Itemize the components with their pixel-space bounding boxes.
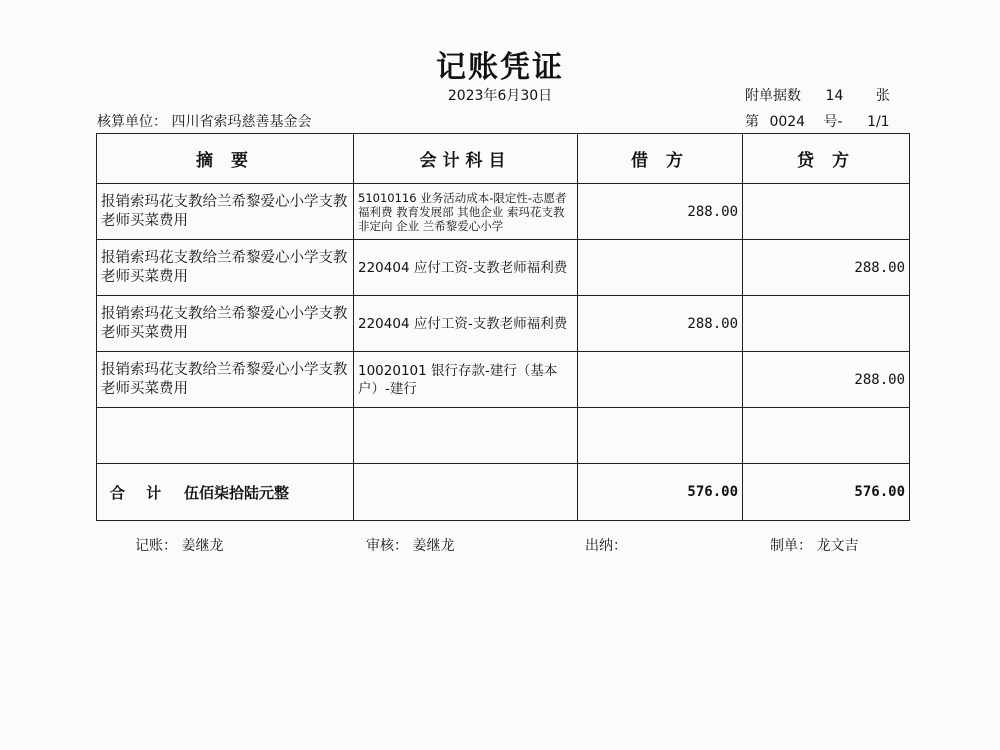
- preparer: 制单： 龙文吉: [770, 538, 859, 554]
- cashier: 出纳：: [585, 538, 627, 554]
- header-debit: 借 方: [578, 134, 743, 184]
- row-debit: 288.00: [578, 296, 743, 352]
- accounting-unit: [97, 111, 311, 131]
- row-credit: 288.00: [743, 352, 910, 408]
- blank-cell: [578, 408, 743, 464]
- row-debit: 288.00: [578, 184, 743, 240]
- blank-cell: [354, 408, 578, 464]
- voucher-table: [96, 133, 910, 521]
- blank-row: [97, 408, 910, 464]
- table-row: [97, 352, 910, 408]
- total-account-cell: [354, 464, 578, 521]
- unit-label: 核算单位：: [97, 114, 167, 130]
- row-account: 10020101 银行存款-建行（基本户）-建行: [354, 352, 578, 408]
- table-row: [97, 296, 910, 352]
- row-summary: 报销索玛花支教给兰希黎爱心小学支教老师买菜费用: [97, 352, 354, 408]
- header-summary: 摘 要: [97, 134, 354, 184]
- blank-cell: [743, 408, 910, 464]
- attachments-count: [745, 85, 890, 105]
- total-amount-words: 伍佰柒拾陆元整: [184, 483, 290, 502]
- row-summary: 报销索玛花支教给兰希黎爱心小学支教老师买菜费用: [97, 184, 354, 240]
- attachments-unit: 张: [875, 88, 890, 104]
- attachments-label: 附单据数: [745, 88, 801, 104]
- table-row: [97, 240, 910, 296]
- table-row: [97, 184, 910, 240]
- row-debit: [578, 240, 743, 296]
- voucher-page: 1/1: [867, 114, 890, 130]
- voucher-number-value: 0024: [769, 114, 806, 130]
- total-label: 合 计: [109, 483, 170, 502]
- voucher-number-suffix: 号-: [823, 114, 843, 130]
- row-credit: [743, 296, 910, 352]
- header-account: 会计科目: [354, 134, 578, 184]
- row-account: 51010116 业务活动成本-限定性-志愿者福利费 教育发展部 其他企业 索玛花支教 非定向 企业 兰希黎爱心小学: [354, 184, 578, 240]
- unit-name: 四川省索玛慈善基金会: [171, 114, 312, 130]
- total-row: [97, 464, 910, 521]
- blank-cell: [97, 408, 354, 464]
- header-credit: 贷 方: [743, 134, 910, 184]
- bookkeeper: 记账： 姜继龙: [135, 538, 224, 554]
- row-account: 220404 应付工资-支教老师福利费: [354, 240, 578, 296]
- voucher-number-prefix: 第: [745, 114, 759, 130]
- voucher-number: [745, 111, 890, 131]
- header-row: [97, 134, 910, 184]
- total-credit: 576.00: [743, 464, 910, 521]
- total-debit: 576.00: [578, 464, 743, 521]
- row-summary: 报销索玛花支教给兰希黎爱心小学支教老师买菜费用: [97, 296, 354, 352]
- attachments-number: 14: [825, 88, 844, 104]
- row-summary: 报销索玛花支教给兰希黎爱心小学支教老师买菜费用: [97, 240, 354, 296]
- total-cell: [97, 464, 354, 521]
- row-credit: 288.00: [743, 240, 910, 296]
- voucher-date: 2023年6月30日: [447, 88, 553, 104]
- row-credit: [743, 184, 910, 240]
- row-debit: [578, 352, 743, 408]
- voucher-title: 记账凭证: [436, 50, 564, 85]
- row-account: 220404 应付工资-支教老师福利费: [354, 296, 578, 352]
- reviewer: 审核： 姜继龙: [366, 538, 455, 554]
